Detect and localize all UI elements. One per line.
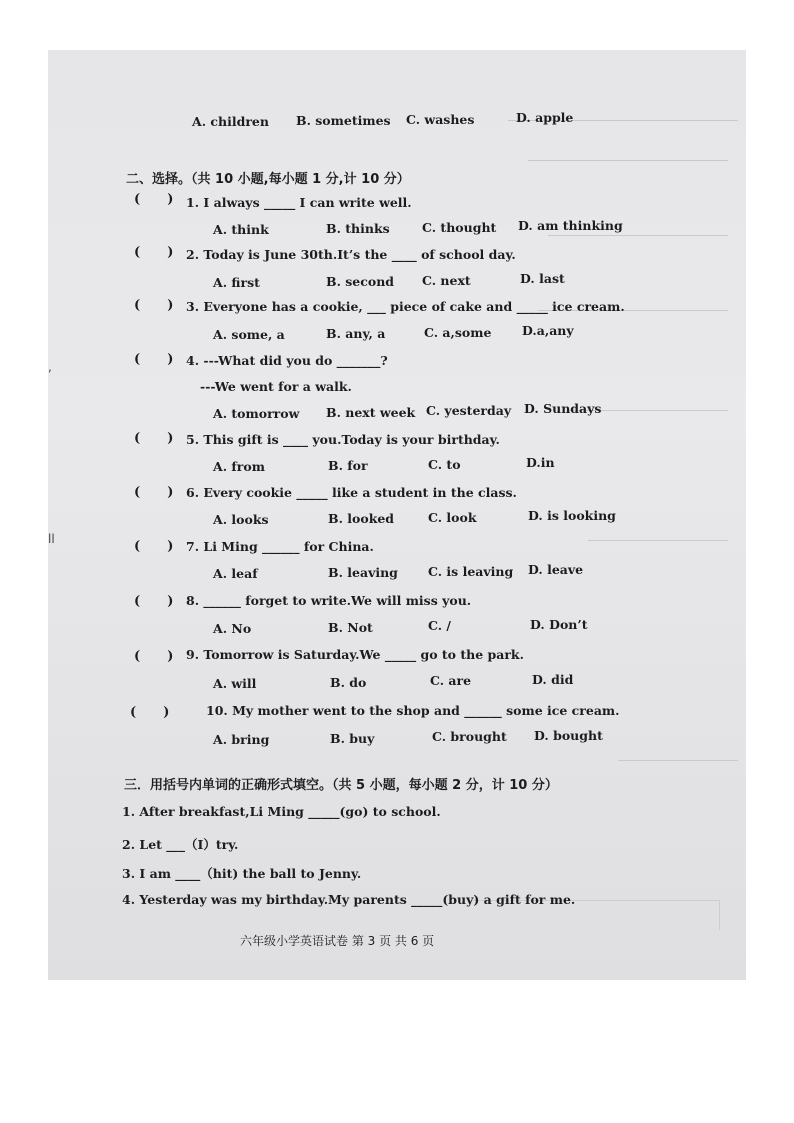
answer-blank: ( ): [134, 298, 174, 313]
q10-option-b: B. buy: [330, 731, 375, 746]
q8-option-a: A. No: [213, 621, 252, 636]
q9-option-d: D. did: [532, 672, 574, 687]
page-footer: 六年级小学英语试卷 第 3 页 共 6 页: [240, 934, 435, 948]
q4-option-c: C. yesterday: [426, 403, 512, 418]
top-option-b: B. sometimes: [296, 113, 391, 128]
answer-blank: ( ): [134, 649, 174, 664]
answer-blank: ( ): [134, 431, 174, 446]
answer-blank: ( ): [130, 705, 170, 720]
question-7-stem: 7. Li Ming ______ for China.: [186, 539, 374, 554]
q5-option-c: C. to: [428, 457, 461, 472]
q6-option-a: A. looks: [213, 512, 269, 527]
q10-option-a: A. bring: [213, 732, 270, 747]
q9-option-a: A. will: [213, 676, 257, 691]
q6-option-b: B. looked: [328, 511, 395, 526]
section-3-header: 三．用括号内单词的正确形式填空。（共 5 小题，每小题 2 分，计 10 分）: [124, 778, 558, 793]
q7-option-a: A. leaf: [213, 566, 258, 581]
question-10-stem: 10. My mother went to the shop and ______ some ice cream.: [206, 703, 620, 718]
q9-option-c: C. are: [430, 673, 472, 688]
question-1-stem: 1. I always _____ I can write well.: [186, 195, 412, 210]
q10-option-c: C. brought: [432, 729, 507, 744]
question-5-stem: 5. This gift is ____ you.Today is your birthday.: [186, 432, 500, 447]
q8-option-b: B. Not: [328, 620, 373, 635]
q9-option-b: B. do: [330, 675, 367, 690]
q5-option-a: A. from: [213, 459, 265, 474]
top-option-d: D. apple: [516, 110, 574, 125]
q6-option-d: D. is looking: [528, 508, 616, 523]
q1-option-c: C. thought: [422, 220, 497, 235]
q2-option-d: D. last: [520, 271, 565, 286]
q7-option-b: B. leaving: [328, 565, 398, 580]
q6-option-c: C. look: [428, 510, 477, 525]
q3-option-b: B. any, a: [326, 326, 386, 341]
q2-option-a: A. first: [213, 275, 260, 290]
q5-option-b: B. for: [328, 458, 368, 473]
answer-blank: ( ): [134, 539, 174, 554]
q4-option-b: B. next week: [326, 405, 416, 420]
q8-option-c: C. /: [428, 618, 451, 633]
q3-option-d: D.a,any: [522, 323, 574, 338]
answer-blank: ( ): [134, 192, 174, 207]
q3-option-a: A. some, a: [213, 327, 285, 342]
fill-item-1: 1. After breakfast,Li Ming _____(go) to school.: [122, 804, 441, 819]
question-2-stem: 2. Today is June 30th.It’s the ____ of school day.: [186, 247, 516, 262]
q1-option-b: B. thinks: [326, 221, 390, 236]
question-9-stem: 9. Tomorrow is Saturday.We _____ go to the park.: [186, 647, 524, 662]
q2-option-b: B. second: [326, 274, 395, 289]
fill-item-4: 4. Yesterday was my birthday.My parents _____(buy) a gift for me.: [122, 892, 576, 907]
answer-blank: ( ): [134, 352, 174, 367]
question-4-response: ---We went for a walk.: [200, 379, 352, 394]
q2-option-c: C. next: [422, 273, 471, 288]
q10-option-d: D. bought: [534, 728, 603, 743]
answer-blank: ( ): [134, 245, 174, 260]
question-4-stem: 4. ---What did you do _______?: [186, 353, 388, 368]
fill-item-2: 2. Let ___（I）try.: [122, 837, 239, 852]
answer-blank: ( ): [134, 485, 174, 500]
q7-option-c: C. is leaving: [428, 564, 514, 579]
question-8-stem: 8. ______ forget to write.We will miss you.: [186, 593, 472, 608]
q5-option-d: D.in: [526, 455, 555, 470]
left-edge-mark: ,: [48, 360, 52, 374]
q4-option-d: D. Sundays: [524, 401, 602, 416]
top-option-a: A. children: [192, 114, 269, 129]
left-edge-mark: ll: [48, 532, 55, 546]
q1-option-a: A. think: [213, 222, 269, 237]
q4-option-a: A. tomorrow: [213, 406, 300, 421]
q1-option-d: D. am thinking: [518, 218, 623, 233]
answer-blank: ( ): [134, 594, 174, 609]
q7-option-d: D. leave: [528, 562, 584, 577]
q3-option-c: C. a,some: [424, 325, 492, 340]
section-2-header: 二、选择。（共 10 小题,每小题 1 分,计 10 分）: [126, 172, 410, 187]
question-6-stem: 6. Every cookie _____ like a student in the class.: [186, 485, 517, 500]
q8-option-d: D. Don’t: [530, 617, 588, 632]
exam-page-photo: [48, 50, 746, 980]
question-3-stem: 3. Everyone has a cookie, ___ piece of cake and _____ ice cream.: [186, 299, 625, 314]
fill-item-3: 3. I am ____（hit) the ball to Jenny.: [122, 866, 362, 881]
top-option-c: C. washes: [406, 112, 475, 127]
exam-content: [48, 50, 746, 980]
